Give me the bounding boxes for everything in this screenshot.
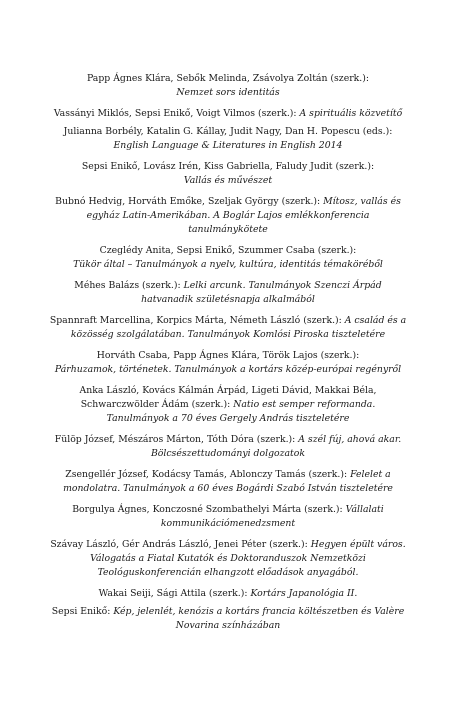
- entry-line: [40, 349, 416, 363]
- book-entry: [40, 72, 416, 100]
- entry-line: [40, 433, 416, 447]
- book-entry: [40, 605, 416, 633]
- entry-title: Bölcsészettudományi dolgozatok: [150, 448, 306, 459]
- entry-line: [40, 447, 416, 461]
- entry-title: Válogatás a Fiatal Kutatók és Doktoranduszok Nemzetközi: [90, 553, 366, 564]
- entry-authors: Borgulya Ágnes, Konczosné Szombathelyi Márta (szerk.):: [72, 504, 346, 515]
- entry-line: [40, 566, 416, 580]
- entry-title: Vállalati: [345, 504, 384, 515]
- entry-title: A család és a: [344, 315, 407, 326]
- book-entry: [40, 125, 416, 153]
- entry-line: [40, 223, 416, 237]
- entry-line: [40, 328, 416, 342]
- entry-line: [40, 279, 416, 293]
- entry-line: [40, 293, 416, 307]
- entry-line: [40, 384, 416, 398]
- book-entry: [40, 349, 416, 377]
- entry-authors: Fülöp József, Mészáros Márton, Tóth Dóra (szerk.):: [54, 434, 299, 445]
- entry-title: Nemzet sors identitás: [176, 87, 280, 98]
- entry-line: [40, 552, 416, 566]
- book-entry: [40, 503, 416, 531]
- book-entry: [40, 107, 416, 121]
- entry-title: Kortárs Japanológia II.: [250, 588, 358, 599]
- entry-line: [40, 244, 416, 258]
- entry-line: [40, 125, 416, 139]
- entry-line: [40, 174, 416, 188]
- entry-authors: Czeglédy Anita, Sepsi Enikő, Szummer Csaba (szerk.):: [99, 245, 357, 256]
- entry-title: hatvanadik születésnapja alkalmából: [141, 294, 315, 305]
- entry-line: [40, 72, 416, 86]
- entry-line: [40, 160, 416, 174]
- entry-title: Tükör által – Tanulmányok a nyelv, kultúra, identitás témaköréből: [73, 259, 383, 270]
- entry-title: Teológuskonferencián elhangzott előadások anyagából.: [97, 567, 359, 578]
- entry-line: [40, 398, 416, 412]
- entry-authors: Anka László, Kovács Kálmán Árpád, Ligeti Dávid, Makkai Béla,: [79, 385, 377, 396]
- entry-title: Lelki arcunk. Tanulmányok Szenczi Árpád: [183, 280, 382, 291]
- entry-line: [40, 195, 416, 209]
- entry-authors: Sepsi Enikő:: [51, 606, 114, 617]
- entry-authors: Horváth Csaba, Papp Ágnes Klára, Török Lajos (szerk.):: [96, 350, 360, 361]
- entry-title: egyház Latin-Amerikában. A Boglár Lajos emlékkonferencia: [86, 210, 370, 221]
- entry-line: [40, 517, 416, 531]
- entry-title: közösség szolgálatában. Tanulmányok Komlósi Piroska tiszteletére: [70, 329, 386, 340]
- entry-title: English Language & Literatures in English 2014: [113, 140, 343, 151]
- entry-line: [40, 209, 416, 223]
- entry-authors: Wakai Seiji, Sági Attila (szerk.):: [98, 588, 251, 599]
- book-entry: [40, 279, 416, 307]
- entry-line: [40, 503, 416, 517]
- entry-title: Felelet a: [350, 469, 391, 480]
- entry-title: tanulmánykötete: [188, 224, 268, 235]
- entry-line: [40, 412, 416, 426]
- entry-title: Mítosz, vallás és: [323, 196, 401, 207]
- book-entry: [40, 468, 416, 496]
- entry-authors: Zsengellér József, Kodácsy Tamás, Ablonczy Tamás (szerk.):: [65, 469, 351, 480]
- entry-line: [40, 482, 416, 496]
- entry-title: A spirituális közvetítő: [299, 108, 403, 119]
- book-entry: [40, 384, 416, 426]
- entry-line: [40, 538, 416, 552]
- book-entry: [40, 314, 416, 342]
- book-list: [40, 72, 416, 640]
- entry-line: [40, 314, 416, 328]
- entry-line: [40, 86, 416, 100]
- entry-title: Tanulmányok a 70 éves Gergely András tiszteletére: [106, 413, 350, 424]
- entry-title: kommunikációmenedzsment: [160, 518, 296, 529]
- entry-title: A szél fúj, ahová akar.: [298, 434, 402, 445]
- book-entry: [40, 587, 416, 601]
- entry-title: Natio est semper reformanda.: [233, 399, 376, 410]
- entry-line: [40, 258, 416, 272]
- entry-line: [40, 468, 416, 482]
- entry-authors: Vassányi Miklós, Sepsi Enikő, Voigt Vilmos (szerk.):: [53, 108, 300, 119]
- entry-line: [40, 139, 416, 153]
- entry-authors: Spannraft Marcellina, Korpics Márta, Németh László (szerk.):: [49, 315, 345, 326]
- entry-authors: Bubnó Hedvig, Horváth Emőke, Szeljak György (szerk.):: [55, 196, 324, 207]
- entry-line: [40, 587, 416, 601]
- entry-authors: Sepsi Enikő, Lovász Irén, Kiss Gabriella, Faludy Judit (szerk.):: [81, 161, 375, 172]
- entry-title: Vallás és művészet: [183, 175, 273, 186]
- entry-title: Novarina színházában: [175, 620, 281, 631]
- entry-line: [40, 363, 416, 377]
- book-entry: [40, 244, 416, 272]
- entry-line: [40, 605, 416, 619]
- entry-line: [40, 107, 416, 121]
- book-entry: [40, 160, 416, 188]
- entry-authors: Julianna Borbély, Katalin G. Kállay, Judit Nagy, Dan H. Popescu (eds.):: [63, 126, 393, 137]
- book-entry: [40, 433, 416, 461]
- entry-line: [40, 619, 416, 633]
- entry-title: Párhuzamok, történetek. Tanulmányok a kortárs közép-európai regényről: [54, 364, 402, 375]
- book-entry: [40, 538, 416, 580]
- entry-title: Hegyen épült város.: [310, 539, 406, 550]
- entry-authors: Szávay László, Gér András László, Jenei Péter (szerk.):: [50, 539, 311, 550]
- entry-authors: Papp Ágnes Klára, Sebők Melinda, Zsávolya Zoltán (szerk.):: [86, 73, 370, 84]
- book-entry: [40, 195, 416, 237]
- entry-title: mondolatra. Tanulmányok a 60 éves Bogárdi Szabó István tiszteletére: [63, 483, 393, 494]
- entry-authors: Méhes Balázs (szerk.):: [74, 280, 184, 291]
- entry-title: Kép, jelenlét, kenózis a kortárs francia költészetben és Valère: [113, 606, 405, 617]
- entry-authors: Schwarczwölder Ádám (szerk.):: [80, 399, 234, 410]
